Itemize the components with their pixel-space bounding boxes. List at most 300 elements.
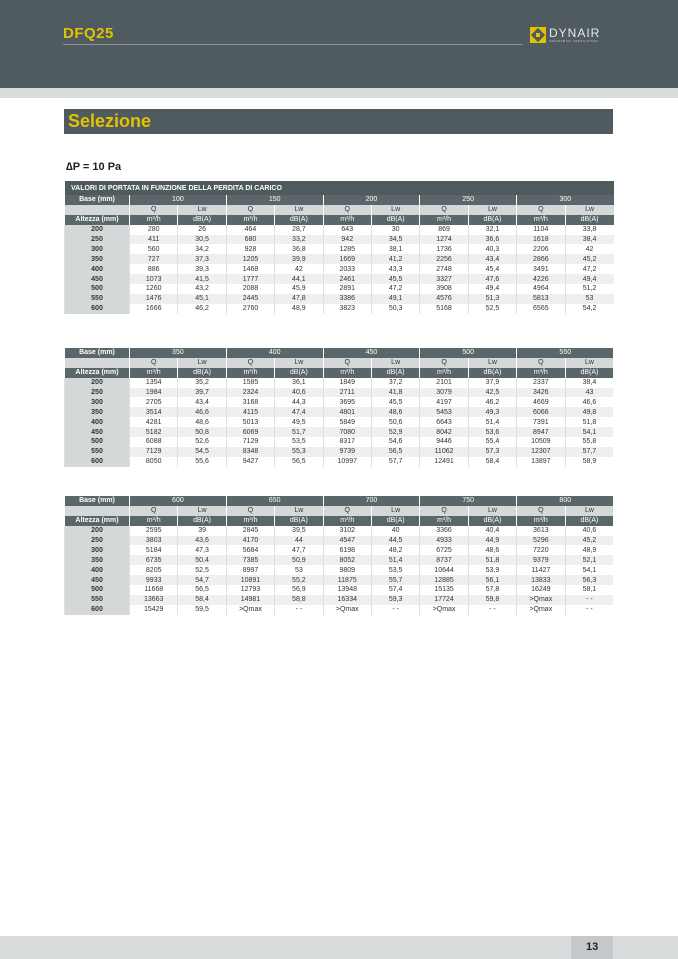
q-unit: m³/h (420, 368, 468, 378)
table-cell: 59,3 (371, 595, 419, 605)
q-header: Q (517, 205, 565, 215)
table-cell: 2705 (130, 397, 178, 407)
table-cell: 3908 (420, 284, 468, 294)
table-cell: 53,5 (371, 565, 419, 575)
table-cell: 942 (323, 235, 371, 245)
table-cell: 34,5 (371, 235, 419, 245)
brand-tagline: INDUSTRIAL VENTILATION (549, 39, 599, 43)
header-strip (0, 88, 678, 98)
table-cell: 1285 (323, 244, 371, 254)
table-cell: 38,4 (565, 235, 614, 245)
q-unit: m³/h (420, 516, 468, 526)
table-cell: 2324 (226, 388, 274, 398)
table-cell: 869 (420, 225, 468, 235)
table-cell: 2256 (420, 254, 468, 264)
base-value: 600 (130, 496, 227, 506)
height-value: 200 (65, 378, 130, 388)
table-row (65, 457, 614, 467)
table-cell: 42,5 (468, 388, 516, 398)
table-cell: 30,5 (178, 235, 226, 245)
table-cell: 1274 (420, 235, 468, 245)
table-cell: 886 (130, 264, 178, 274)
table-cell: 5013 (226, 417, 274, 427)
table-row (65, 274, 614, 284)
q-header: Q (323, 205, 371, 215)
lw-header: Lw (468, 506, 516, 516)
height-value: 350 (65, 407, 130, 417)
table-cell: 43,3 (371, 264, 419, 274)
height-value: 550 (65, 595, 130, 605)
table-cell: 2748 (420, 264, 468, 274)
table-cell: 52,5 (178, 565, 226, 575)
height-value: 350 (65, 555, 130, 565)
base-value: 500 (420, 348, 517, 358)
table-cell: 52,5 (468, 304, 516, 314)
altezza-label: Altezza (mm) (65, 368, 130, 378)
lw-unit: dB(A) (275, 516, 323, 526)
height-value: 450 (65, 274, 130, 284)
table-cell: 3514 (130, 407, 178, 417)
table-cell: 4197 (420, 397, 468, 407)
table-cell: 45,4 (468, 264, 516, 274)
table-cell: 12885 (420, 575, 468, 585)
table-row (65, 294, 614, 304)
table-cell: 48,6 (178, 417, 226, 427)
height-value: 600 (65, 605, 130, 615)
q-header: Q (130, 506, 178, 516)
height-value: 550 (65, 447, 130, 457)
height-value: 300 (65, 397, 130, 407)
height-value: 600 (65, 304, 130, 314)
altezza-label: Altezza (mm) (65, 215, 130, 225)
table-cell: 43,6 (178, 536, 226, 546)
table-cell: 8052 (323, 555, 371, 565)
lw-unit: dB(A) (178, 516, 226, 526)
table-cell: 4281 (130, 417, 178, 427)
base-value: 250 (420, 195, 517, 205)
table-cell: 32,1 (468, 225, 516, 235)
q-unit: m³/h (323, 516, 371, 526)
table-cell: 43,4 (178, 397, 226, 407)
table-cell: 2711 (323, 388, 371, 398)
table-cell: 2445 (226, 294, 274, 304)
table-row (65, 585, 614, 595)
table-cell: 57,3 (468, 447, 516, 457)
table-cell: 4115 (226, 407, 274, 417)
table-cell: 6725 (420, 545, 468, 555)
lw-header: Lw (275, 506, 323, 516)
table-row (65, 575, 614, 585)
table-cell: 58,4 (178, 595, 226, 605)
table-cell: 46,2 (178, 304, 226, 314)
table-cell: >Qmax (517, 595, 565, 605)
table-cell: 54,1 (565, 565, 613, 575)
q-unit: m³/h (323, 215, 371, 225)
lw-header: Lw (371, 205, 419, 215)
table-cell: 49,4 (468, 284, 516, 294)
table-cell: 8737 (420, 555, 468, 565)
flow-table-2 (64, 348, 613, 467)
table-cell: 33,8 (565, 225, 614, 235)
table-cell: 6735 (130, 555, 178, 565)
height-value: 550 (65, 294, 130, 304)
table-cell: 1476 (130, 294, 178, 304)
table-row (65, 595, 614, 605)
table-cell: 49,4 (565, 274, 614, 284)
table-cell: 37,3 (178, 254, 226, 264)
height-value: 450 (65, 575, 130, 585)
q-header: Q (517, 506, 565, 516)
table-row (65, 605, 614, 615)
lw-header: Lw (371, 358, 419, 368)
lw-header: Lw (178, 358, 226, 368)
table-cell: - - (275, 605, 323, 615)
lw-unit: dB(A) (565, 215, 614, 225)
table-cell: 58,8 (275, 595, 323, 605)
table-cell: 1736 (420, 244, 468, 254)
table-cell: 55,6 (178, 457, 226, 467)
base-label: Base (mm) (65, 348, 130, 358)
table-cell: 52,6 (178, 437, 226, 447)
table-cell: 8205 (130, 565, 178, 575)
table-row (65, 264, 614, 274)
q-unit: m³/h (517, 516, 565, 526)
table-cell: 54,2 (565, 304, 614, 314)
table-cell: 7080 (323, 427, 371, 437)
table-row (65, 378, 614, 388)
table-row (65, 407, 614, 417)
height-value: 400 (65, 565, 130, 575)
fan-logo-icon (530, 27, 546, 43)
section-header (64, 109, 613, 134)
q-header: Q (420, 358, 468, 368)
table-cell: 45,5 (371, 397, 419, 407)
q-unit: m³/h (517, 215, 565, 225)
table-cell: 46,6 (178, 407, 226, 417)
table-cell: 49,1 (371, 294, 419, 304)
table-row (65, 284, 614, 294)
table-cell: 1468 (226, 264, 274, 274)
table-cell: 2206 (517, 244, 565, 254)
table-cell: 10891 (226, 575, 274, 585)
table-cell: 1585 (226, 378, 274, 388)
table-cell: 11427 (517, 565, 565, 575)
table-cell: 54,1 (565, 427, 613, 437)
q-unit: m³/h (226, 368, 274, 378)
table-cell: 51,7 (275, 427, 323, 437)
lw-unit: dB(A) (468, 516, 516, 526)
table-cell: 560 (130, 244, 178, 254)
table-cell: 3168 (226, 397, 274, 407)
table-cell: 4964 (517, 284, 565, 294)
table-cell: 38,1 (371, 244, 419, 254)
table-cell: 49,5 (275, 417, 323, 427)
table-cell: 30 (371, 225, 419, 235)
q-unit: m³/h (420, 215, 468, 225)
table-cell: 39,7 (178, 388, 226, 398)
table-cell: 55,2 (275, 575, 323, 585)
brand-name: DYNAIR (549, 26, 601, 40)
table-cell: 8348 (226, 447, 274, 457)
table-row (65, 225, 614, 235)
table-cell: 58,4 (468, 457, 516, 467)
table-cell: 10644 (420, 565, 468, 575)
table-row (65, 526, 614, 536)
flow-table-1 (64, 181, 614, 314)
table-cell: 15135 (420, 585, 468, 595)
table-cell: 1618 (517, 235, 565, 245)
lw-unit: dB(A) (565, 516, 613, 526)
table-cell: 13948 (323, 585, 371, 595)
table-cell: 39,5 (275, 526, 323, 536)
table-cell: 17724 (420, 595, 468, 605)
table-cell: 47,7 (275, 545, 323, 555)
table-cell: 40,6 (275, 388, 323, 398)
table-cell: 54,7 (178, 575, 226, 585)
table-cell: 26 (178, 225, 226, 235)
table-cell: 58,9 (565, 457, 613, 467)
table-cell: 4801 (323, 407, 371, 417)
table-cell: 9446 (420, 437, 468, 447)
table-cell: 43 (565, 388, 613, 398)
lw-unit: dB(A) (565, 368, 613, 378)
table-cell: 2866 (517, 254, 565, 264)
q-header: Q (226, 205, 274, 215)
table-cell: 5182 (130, 427, 178, 437)
table-cell: 34,2 (178, 244, 226, 254)
table-cell: 56,9 (275, 585, 323, 595)
table-cell: 4226 (517, 274, 565, 284)
table-cell: 2891 (323, 284, 371, 294)
table-cell: 53 (565, 294, 614, 304)
table-cell: 1777 (226, 274, 274, 284)
table-cell: 1104 (517, 225, 565, 235)
base-value: 800 (517, 496, 614, 506)
table-row (65, 304, 614, 314)
table-cell: 50,9 (275, 555, 323, 565)
table-cell: 51,4 (468, 417, 516, 427)
table-cell: 44,5 (371, 536, 419, 546)
page-number: 13 (586, 941, 599, 953)
table-cell: 58,1 (565, 585, 613, 595)
table-cell: 11062 (420, 447, 468, 457)
table-cell: 50,8 (178, 427, 226, 437)
table-cell: 4933 (420, 536, 468, 546)
q-header: Q (420, 506, 468, 516)
height-value: 500 (65, 585, 130, 595)
table-cell: 13897 (517, 457, 565, 467)
table-cell: 41,8 (371, 388, 419, 398)
table-cell: 7220 (517, 545, 565, 555)
table-row (65, 417, 614, 427)
table-row (65, 545, 614, 555)
table-cell: 47,2 (565, 264, 614, 274)
lw-unit: dB(A) (371, 368, 419, 378)
table-cell: 52,1 (565, 555, 613, 565)
lw-unit: dB(A) (178, 368, 226, 378)
q-unit: m³/h (226, 215, 274, 225)
height-value: 450 (65, 427, 130, 437)
table-cell: 44,1 (275, 274, 323, 284)
table-cell: 2595 (130, 526, 178, 536)
table-cell: 7391 (517, 417, 565, 427)
table-cell: 2101 (420, 378, 468, 388)
table-cell: 11668 (130, 585, 178, 595)
table-cell: 3613 (517, 526, 565, 536)
table-cell: 49,8 (565, 407, 613, 417)
table-cell: 59,5 (178, 605, 226, 615)
table-cell: 3386 (323, 294, 371, 304)
q-header: Q (130, 205, 178, 215)
q-unit: m³/h (226, 516, 274, 526)
table-cell: 1849 (323, 378, 371, 388)
base-label: Base (mm) (65, 195, 130, 205)
table-cell: 45,2 (565, 254, 614, 264)
table-cell: 48,6 (468, 545, 516, 555)
table-cell: 464 (226, 225, 274, 235)
q-unit: m³/h (130, 215, 178, 225)
table-cell: 47,6 (468, 274, 516, 284)
table-cell: 57,8 (468, 585, 516, 595)
table-cell: 10997 (323, 457, 371, 467)
table-cell: 39,3 (178, 264, 226, 274)
lw-header: Lw (178, 506, 226, 516)
table-cell: 45,1 (178, 294, 226, 304)
height-value: 200 (65, 526, 130, 536)
table-cell: 54,6 (371, 437, 419, 447)
table-cell: 40,4 (468, 526, 516, 536)
table-cell: 48,9 (275, 304, 323, 314)
q-header: Q (323, 358, 371, 368)
table-cell: 46,2 (468, 397, 516, 407)
table-cell: 5453 (420, 407, 468, 417)
table-cell: >Qmax (517, 605, 565, 615)
table-cell: 51,8 (468, 555, 516, 565)
q-unit: m³/h (130, 368, 178, 378)
height-value: 200 (65, 225, 130, 235)
q-header: Q (130, 358, 178, 368)
table-cell: 16334 (323, 595, 371, 605)
table-cell: 28,7 (275, 225, 323, 235)
table-cell: 5684 (226, 545, 274, 555)
table-cell: - - (565, 605, 613, 615)
base-value: 350 (130, 348, 227, 358)
table-cell: 5296 (517, 536, 565, 546)
table-cell: 1984 (130, 388, 178, 398)
table-cell: 12793 (226, 585, 274, 595)
table-row (65, 437, 614, 447)
table-cell: 1669 (323, 254, 371, 264)
table-cell: 280 (130, 225, 178, 235)
lw-header: Lw (468, 205, 516, 215)
table-cell: 55,4 (468, 437, 516, 447)
table-cell: 40 (371, 526, 419, 536)
table-cell: 3366 (420, 526, 468, 536)
table-cell: 8317 (323, 437, 371, 447)
table-cell: 9379 (517, 555, 565, 565)
table-cell: 36,8 (275, 244, 323, 254)
lw-header: Lw (565, 506, 613, 516)
table-cell: 1073 (130, 274, 178, 284)
table-cell: 11875 (323, 575, 371, 585)
lw-header: Lw (275, 358, 323, 368)
table-cell: 45,5 (371, 274, 419, 284)
height-value: 500 (65, 284, 130, 294)
table-cell: 39 (178, 526, 226, 536)
table-cell: 6198 (323, 545, 371, 555)
table-cell: 5849 (323, 417, 371, 427)
lw-header: Lw (565, 358, 613, 368)
table-cell: >Qmax (420, 605, 468, 615)
q-header: Q (517, 358, 565, 368)
table-cell: 7385 (226, 555, 274, 565)
table-cell: 727 (130, 254, 178, 264)
table-cell: 6066 (517, 407, 565, 417)
lw-unit: dB(A) (178, 215, 226, 225)
base-value: 550 (517, 348, 614, 358)
lw-unit: dB(A) (371, 516, 419, 526)
table-cell: 3102 (323, 526, 371, 536)
table-cell: 12491 (420, 457, 468, 467)
table-cell: 14981 (226, 595, 274, 605)
lw-header: Lw (468, 358, 516, 368)
table-cell: 3823 (323, 304, 371, 314)
table-cell: 47,2 (371, 284, 419, 294)
table-cell: 928 (226, 244, 274, 254)
table-cell: 46,6 (565, 397, 613, 407)
table-cell: 51,3 (468, 294, 516, 304)
table-cell: 7129 (130, 447, 178, 457)
header-rule (63, 44, 523, 45)
table-cell: 15429 (130, 605, 178, 615)
lw-header: Lw (275, 205, 323, 215)
table-cell: 35,2 (178, 378, 226, 388)
table-row (65, 244, 614, 254)
brand-logo (530, 27, 600, 47)
table-cell: 40,3 (468, 244, 516, 254)
table-cell: 50,3 (371, 304, 419, 314)
base-value: 450 (323, 348, 420, 358)
height-value: 500 (65, 437, 130, 447)
table-cell: 40,6 (565, 526, 613, 536)
pressure-label: ∆P = 10 Pa (66, 161, 122, 173)
table-cell: 4576 (420, 294, 468, 304)
table-cell: 1205 (226, 254, 274, 264)
table-cell: 48,2 (371, 545, 419, 555)
table-cell: 10509 (517, 437, 565, 447)
q-header: Q (420, 205, 468, 215)
table-cell: 37,2 (371, 378, 419, 388)
table-cell: 48,6 (371, 407, 419, 417)
table-cell: 2088 (226, 284, 274, 294)
table-cell: 4547 (323, 536, 371, 546)
base-value: 750 (420, 496, 517, 506)
table-cell: 411 (130, 235, 178, 245)
q-unit: m³/h (130, 516, 178, 526)
table-cell: 51,8 (565, 417, 613, 427)
table-cell: 2760 (226, 304, 274, 314)
table-row (65, 555, 614, 565)
q-unit: m³/h (323, 368, 371, 378)
lw-header: Lw (371, 506, 419, 516)
table-row (65, 536, 614, 546)
lw-unit: dB(A) (371, 215, 419, 225)
table-cell: 8947 (517, 427, 565, 437)
table-cell: 4170 (226, 536, 274, 546)
table-cell: 6069 (226, 427, 274, 437)
table-row (65, 235, 614, 245)
table-cell: 13663 (130, 595, 178, 605)
